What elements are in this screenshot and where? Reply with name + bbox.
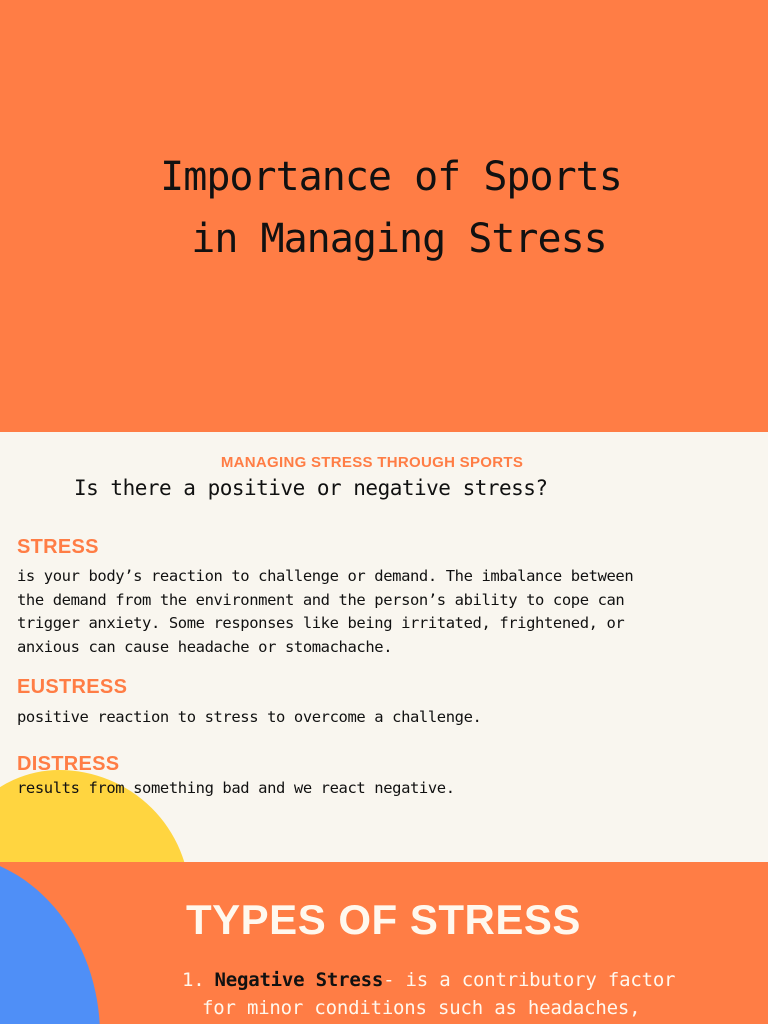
term-eustress: EUSTRESS: [17, 676, 128, 698]
page-title: [0, 146, 768, 270]
list-item-number: 1.: [182, 969, 205, 991]
list-item-text-continued: for minor conditions such as headaches,: [202, 997, 641, 1019]
definition-eustress: positive reaction to stress to overcome a challenge.: [17, 708, 482, 726]
types-section: [0, 862, 768, 1024]
section-eyebrow: MANAGING STRESS THROUGH SPORTS: [220, 454, 524, 471]
hero-banner: [0, 0, 768, 432]
list-item-name: Negative Stress: [214, 969, 384, 991]
list-item-text: - is a contributory factor: [383, 969, 676, 991]
term-distress: DISTRESS: [17, 753, 120, 775]
section-question: Is there a positive or negative stress?: [74, 476, 548, 500]
definition-stress: is your body’s reaction to challenge or demand. The imbalance between the demand from the environment and the person’s ability to cope can trigger anxiety. Some responses like being irritated, frightened, or anxious can cause headache or stomachache.: [17, 567, 634, 656]
title-line-2: in Managing Stress: [191, 216, 607, 262]
types-title: TYPES OF STRESS: [186, 896, 581, 943]
definition-distress: results from something bad and we react negative.: [17, 779, 455, 797]
title-line-1: Importance of Sports: [160, 154, 622, 200]
list-item: [182, 966, 744, 1022]
definitions-section: [0, 432, 768, 862]
decorative-blue-shape: [0, 862, 100, 1024]
term-stress: STRESS: [17, 536, 99, 558]
